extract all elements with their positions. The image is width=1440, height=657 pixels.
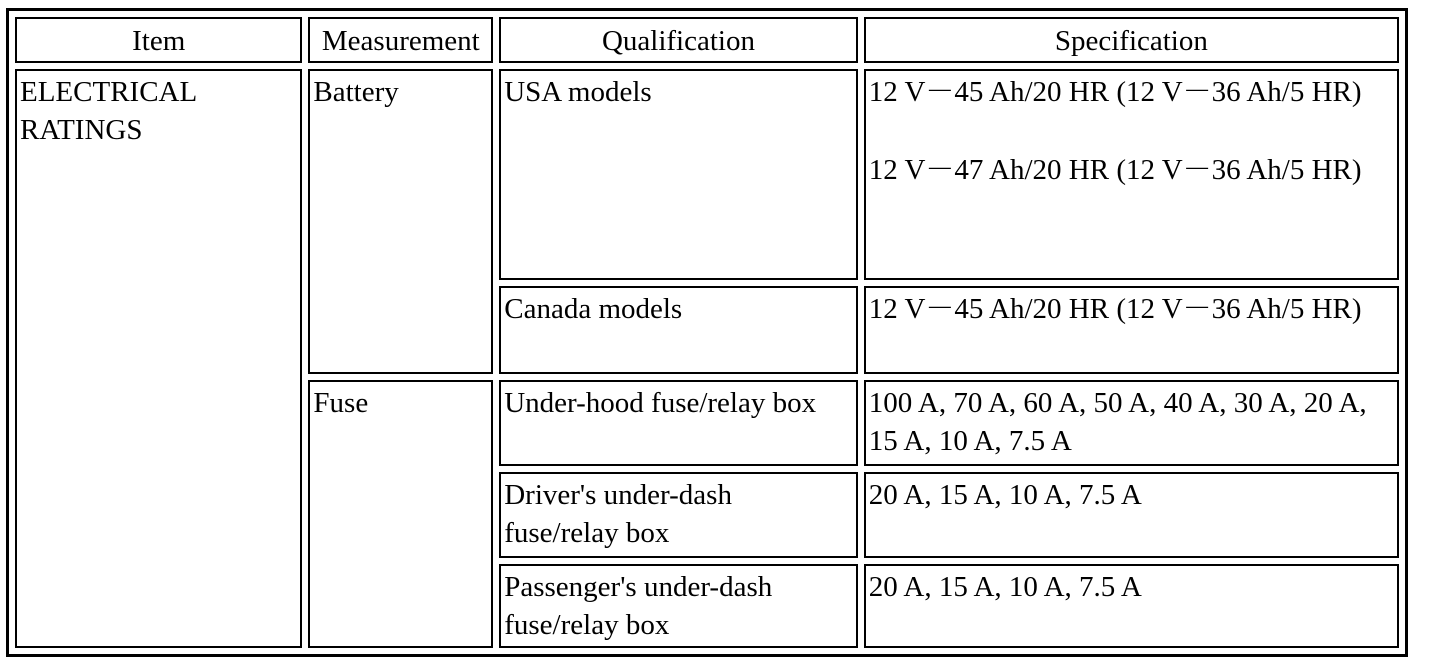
header-row: [15, 17, 1399, 63]
qualification-passenger-dash-cell: Passenger's under-dash fuse/relay box: [499, 564, 858, 648]
specification-under-hood-cell: 100 A, 70 A, 60 A, 50 A, 40 A, 30 A, 20 A, 15 A, 10 A, 7.5 A: [864, 380, 1399, 466]
item-cell: ELECTRICAL RATINGS: [15, 69, 302, 648]
table-row: [15, 69, 1399, 280]
qualification-under-hood-cell: Under-hood fuse/relay box: [499, 380, 858, 466]
specification-usa-cell: [864, 69, 1399, 280]
spec-usa-line-2: 12 V－47 Ah/20 HR (12 V－36 Ah/5 HR): [868, 154, 1362, 186]
specification-canada-cell: 12 V－45 Ah/20 HR (12 V－36 Ah/5 HR): [864, 286, 1399, 374]
spec-gap: [869, 111, 1394, 151]
specification-driver-dash-cell: 20 A, 15 A, 10 A, 7.5 A: [864, 472, 1399, 558]
header-item: Item: [15, 17, 302, 63]
measurement-battery-cell: Battery: [308, 69, 493, 374]
measurement-fuse-cell: Fuse: [308, 380, 493, 648]
electrical-ratings-table: [6, 8, 1408, 657]
specification-passenger-dash-cell: 20 A, 15 A, 10 A, 7.5 A: [864, 564, 1399, 648]
header-measurement: Measurement: [308, 17, 493, 63]
header-specification: Specification: [864, 17, 1399, 63]
header-qualification: Qualification: [499, 17, 858, 63]
qualification-canada-cell: Canada models: [499, 286, 858, 374]
spec-usa-line-1: 12 V－45 Ah/20 HR (12 V－36 Ah/5 HR): [868, 76, 1362, 108]
qualification-usa-cell: USA models: [499, 69, 858, 280]
qualification-driver-dash-cell: Driver's under-dash fuse/relay box: [499, 472, 858, 558]
